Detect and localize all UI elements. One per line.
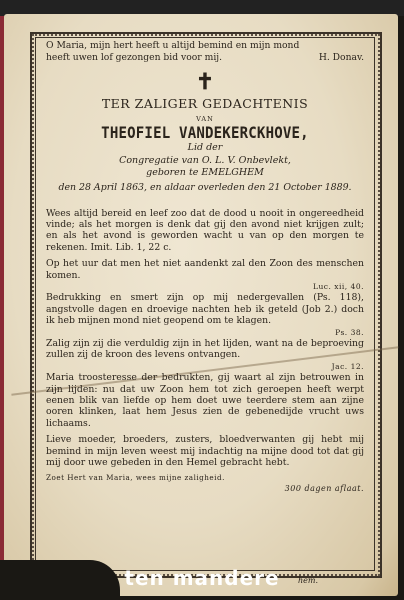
top-prayer-line1: O Maria, mijn hert heeft u altijd bemind en mijn mond	[46, 40, 300, 51]
member-line2: Congregatie van O. L. V. Onbevlekt,	[119, 154, 291, 166]
card-content	[46, 40, 364, 494]
member-line1: Lid der	[187, 142, 223, 153]
memorial-heading: TER ZALIGER GEDACHTENIS	[101, 96, 309, 111]
reference-james: Jac. 12.	[331, 361, 364, 371]
reference-luke: Luc. xii, 40.	[312, 281, 364, 291]
footer-prayer: Zoet Hert van Maria, wees mijne zaligheid.	[46, 473, 225, 483]
printer-mark: hem.	[298, 576, 319, 585]
cross-icon: ✝	[195, 69, 215, 95]
born-line: geboren te EMELGHEM	[146, 167, 264, 178]
top-prayer-line2: heeft uwen lof gezongen bid voor mij.	[46, 52, 223, 63]
card-footer	[46, 473, 364, 494]
top-prayer-author: H. Donav.	[318, 52, 364, 63]
paragraph-2: Op het uur dat men het niet aandenkt zal den Zoon des menschen komen.	[46, 258, 364, 281]
van-label: VAN	[196, 115, 214, 123]
paragraph-1: Wees altijd bereid en leef zoo dat de dood u nooit in ongereedheid vinde; als het morgen is denk dat gij den avond niet krijgen zult; en als het avond is geworden wacht u van op den morgen te rekenen. Imit. Lib. 1, 22 c.	[46, 207, 364, 253]
paragraph-5: Maria troosteresse der bedrukten, gij waart al zijn betrouwen in zijn lijden: nu dat uw Zoon hem tot zich geroepen heeft werpt eenen blik van liefde op hem doet uwe teerdere stem aan zijne ooren klinken, laat hem Jesus zien de gebenedijde vrucht uws lichaams.	[46, 372, 364, 429]
paragraph-4: Zalig zijn zij die verduldig zijn in het lijden, want na de beproeving zullen zij de kroon des levens ontvangen.	[46, 337, 364, 361]
deceased-name: THEOFIEL VANDEKERCKHOVE,	[101, 123, 309, 142]
paragraph-3: Bedrukking en smert zijn op mij nedergevallen (Ps. 118), angstvolle dagen en droevige nachten heb ik geteld (Job 2.) doch ik heb mijnen mond niet geopend om te klagen.	[46, 292, 364, 327]
watermark: ten mandere	[124, 566, 280, 590]
paragraph-6: Lieve moeder, broeders, zusters, bloedverwanten gij hebt mij bemind in mijn leven weest mij indachtig na mijne dood tot dat gij mij door uwe gebeden in den Hemel gebracht hebt.	[46, 434, 364, 469]
footer-indulgence: 300 dagen aflaat.	[284, 483, 364, 493]
reference-psalm: Ps. 38.	[335, 327, 364, 337]
top-prayer	[46, 40, 364, 64]
card-text	[46, 208, 364, 469]
dates-line: den 28 April 1863, en aldaar overleden den 21 October 1889.	[58, 181, 352, 193]
